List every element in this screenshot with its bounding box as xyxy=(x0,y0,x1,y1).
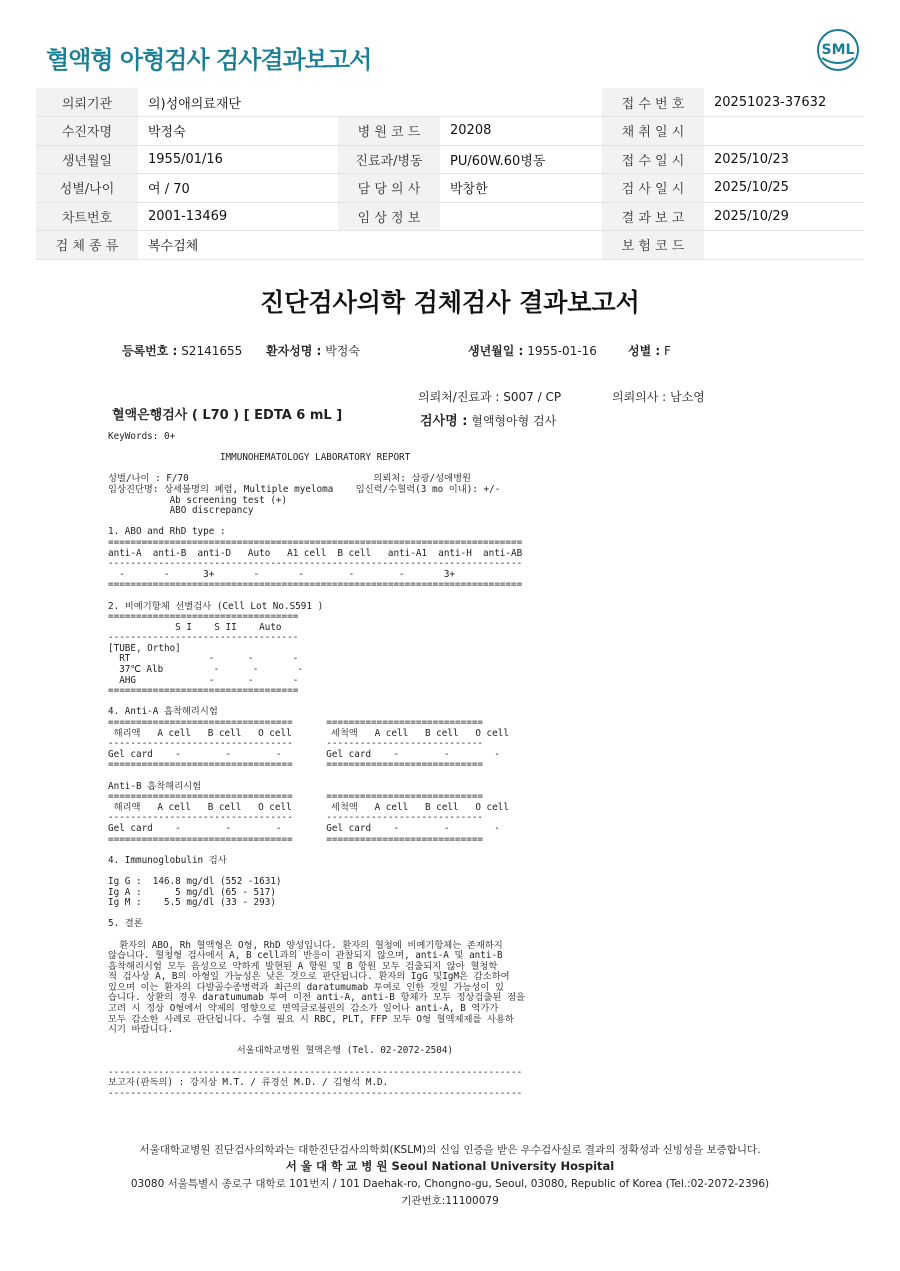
info-label: 채 취 일 시 xyxy=(602,117,704,146)
report-line: ================================= ============================ xyxy=(108,791,484,803)
report-line: ---------------------------------- xyxy=(108,632,299,644)
info-label: 수진자명 xyxy=(36,117,138,146)
report-line: - - 3+ - - - - 3+ xyxy=(108,568,456,580)
registration-number: 등록번호 : S2141655 xyxy=(122,344,243,358)
info-label: 차트번호 xyxy=(36,202,138,231)
report-line: Anti-B 흡착해리시험 xyxy=(108,780,202,792)
info-label: 의뢰기관 xyxy=(36,88,138,117)
referral-department: 의뢰처/진료과 : S007 / CP xyxy=(418,390,562,404)
info-label: 검 사 일 시 xyxy=(602,174,704,203)
report-line: 해리액 A cell B cell O cell 세척액 A cell B cell O cell xyxy=(108,801,509,813)
report-body xyxy=(108,432,525,1099)
info-label: 접 수 일 시 xyxy=(602,145,704,174)
report-line: S I S II Auto xyxy=(108,621,282,633)
patient-info-table xyxy=(36,88,864,260)
info-value: 복수검체 xyxy=(138,231,602,260)
sex: 성별 : F xyxy=(628,344,671,358)
test-group: 혈액은행검사 ( L70 ) [ EDTA 6 mL ] xyxy=(112,408,343,423)
info-value: 여 / 70 xyxy=(138,174,338,203)
info-row xyxy=(36,202,864,231)
info-row xyxy=(36,145,864,174)
report-line: RT - - - xyxy=(108,653,299,665)
institution-code: 기관번호:11100079 xyxy=(401,1195,499,1207)
report-line: -------------------------------------------------------------------------- xyxy=(108,1087,523,1099)
report-line xyxy=(108,930,525,941)
report-line: ================================= ============================ xyxy=(108,759,484,771)
report-line: Gel card - - - Gel card - - - xyxy=(108,822,500,834)
report-line: 환자의 ABO, Rh 혈액형은 O형, RhD 양성입니다. 환자의 혈청에 비예기항체는 존재하지 xyxy=(108,939,503,951)
report-line: 흡착해리시험 모두 음성으로 약하게 발현된 A 항원 및 B 항원 모두 검출되지 않아 혈청학 xyxy=(108,960,498,972)
info-value: 의)성애의료재단 xyxy=(138,88,602,117)
info-value xyxy=(440,202,602,231)
report-line: ========================================================================== xyxy=(108,579,523,591)
report-line: 습니다. 상환의 경우 daratumumab 투여 이전 anti-A, anti-B 항체가 모두 정상검출된 점을 xyxy=(108,992,526,1004)
report-line: 1. ABO and RhD type : xyxy=(108,526,226,538)
report-line: 있으며 이는 환자의 다발골수종병력과 최근의 daratumumab 투여로 인한 것일 가능성이 있 xyxy=(108,981,504,993)
info-value: 20251023-37632 xyxy=(704,88,864,117)
info-label: 접 수 번 호 xyxy=(602,88,704,117)
report-line xyxy=(108,771,525,782)
report-line xyxy=(108,909,525,920)
report-line: Gel card - - - Gel card - - - xyxy=(108,748,500,760)
info-value: 2025/10/25 xyxy=(704,174,864,203)
report-line: --------------------------------- ---------------------------- xyxy=(108,738,484,750)
report-line: Ab screening test (+) xyxy=(108,494,288,506)
report-line: ABO discrepancy xyxy=(108,505,254,517)
report-line: [TUBE, Ortho] xyxy=(108,642,181,654)
report-line: 4. Immunoglobulin 검사 xyxy=(108,854,227,866)
report-line: ========================================================================== xyxy=(108,536,523,548)
patient-name: 환자성명 : 박정숙 xyxy=(266,344,360,358)
report-line: --------------------------------- ---------------------------- xyxy=(108,812,484,824)
info-label: 담 당 의 사 xyxy=(338,174,440,203)
info-value: 20208 xyxy=(440,117,602,146)
info-row xyxy=(36,231,864,260)
report-line: KeyWords: 0+ xyxy=(108,431,176,442)
info-label: 진료과/병동 xyxy=(338,145,440,174)
report-line: ================================= ============================ xyxy=(108,833,484,845)
report-line: AHG - - - xyxy=(108,674,299,686)
hospital-name: 서 울 대 학 교 병 원 Seoul National University Hospital xyxy=(285,1159,615,1173)
info-value xyxy=(704,231,864,260)
report-title: 진단검사의학 검체검사 결과보고서 xyxy=(260,288,640,317)
info-label: 검 체 종 류 xyxy=(36,231,138,260)
report-line: Ig G : 146.8 mg/dl (552 -1631) xyxy=(108,875,282,887)
report-line: 보고자(판독의) : 강지상 M.T. / 류경선 M.D. / 김형석 M.D. xyxy=(108,1077,389,1089)
info-label: 보 험 코 드 xyxy=(602,231,704,260)
report-line: -------------------------------------------------------------------------- xyxy=(108,558,523,570)
hospital-address: 03080 서울특별시 종로구 대학로 101번지 / 101 Daehak-ro, Chongno-gu, Seoul, 03080, Republic of Korea (Tel.:02-2072-2396) xyxy=(130,1178,770,1190)
info-label: 결 과 보 고 xyxy=(602,202,704,231)
report-line: 2. 비예기항체 선별검사 (Cell Lot No.S591 ) xyxy=(108,600,324,612)
info-value: 박창한 xyxy=(440,174,602,203)
birth-date: 생년월일 : 1955-01-16 xyxy=(468,344,597,358)
report-line: 성별/나이 : F/70 의뢰처: 삼광/성애병원 xyxy=(108,473,472,485)
report-line: 않습니다. 혈청형 검사에서 A, B cell과의 반응이 관찰되지 않으며, anti-A 및 anti-B xyxy=(108,950,503,962)
report-line: 서울대학교병원 혈액은행 (Tel. 02-2072-2504) xyxy=(108,1045,454,1057)
report-line: 임상진단명: 상세불명의 폐렴, Multiple myeloma 임신력/수혈력(3 mo 이내): +/- xyxy=(108,483,501,495)
sml-logo xyxy=(816,28,860,72)
report-line: 적 검사상 A, B의 아형일 가능성은 낮은 것으로 판단됩니다. 환자의 IgG 및IgM은 감소하여 xyxy=(108,971,510,983)
logo-text: SML xyxy=(821,42,855,58)
info-label: 성별/나이 xyxy=(36,174,138,203)
referring-doctor: 의뢰의사 : 남소영 xyxy=(612,390,705,404)
info-label: 임 상 정 보 xyxy=(338,202,440,231)
report-line: Ig A : 5 mg/dl (65 - 517) xyxy=(108,886,276,898)
info-value: 2025/10/29 xyxy=(704,202,864,231)
info-value: 박정숙 xyxy=(138,117,338,146)
report-line: 시기 바랍니다. xyxy=(108,1024,174,1036)
info-row xyxy=(36,174,864,203)
report-line: Ig M : 5.5 mg/dl (33 - 293) xyxy=(108,897,276,909)
info-row xyxy=(36,117,864,146)
report-line: ================================== xyxy=(108,685,299,697)
info-value xyxy=(704,117,864,146)
report-line: anti-A anti-B anti-D Auto A1 cell B cell anti-A1 anti-H anti-AB xyxy=(108,547,523,559)
info-value: 2001-13469 xyxy=(138,202,338,231)
info-label: 병 원 코 드 xyxy=(338,117,440,146)
document-title: 혈액형 아형검사 검사결과보고서 xyxy=(46,46,372,74)
report-line: 해리액 A cell B cell O cell 세척액 A cell B cell O cell xyxy=(108,727,509,739)
info-value: 2025/10/23 xyxy=(704,145,864,174)
report-line: 모두 감소한 사례로 판단됩니다. 수혈 필요 시 RBC, PLT, FFP 모두 O형 혈액제제를 사용하 xyxy=(108,1013,514,1025)
report-line: IMMUNOHEMATOLOGY LABORATORY REPORT xyxy=(108,452,411,464)
report-line: 37℃ Alb - - - xyxy=(108,664,304,676)
info-label: 생년월일 xyxy=(36,145,138,174)
report-line: 5. 결론 xyxy=(108,918,143,930)
report-line xyxy=(108,591,525,602)
report-line: -------------------------------------------------------------------------- xyxy=(108,1066,523,1078)
report-line: 4. Anti-A 흡착해리시험 xyxy=(108,706,218,718)
certification-note: 서울대학교병원 진단검사의학과는 대한진단검사의학회(KSLM)의 신임 인증을 받은 우수검사실로 결과의 정확성과 신빙성을 보증합니다. xyxy=(139,1144,761,1156)
info-value: PU/60W.60병동 xyxy=(440,145,602,174)
report-line: ================================= ============================ xyxy=(108,717,484,729)
report-line: ================================== xyxy=(108,611,299,623)
test-name: 검사명 : 혈액형아형 검사 xyxy=(420,414,557,429)
info-value: 1955/01/16 xyxy=(138,145,338,174)
info-row xyxy=(36,88,864,117)
report-line: 고려 시 정상 O형에서 약제의 영향으로 면역글로불린의 감소가 일어나 anti-A, B 역가가 xyxy=(108,1003,499,1015)
